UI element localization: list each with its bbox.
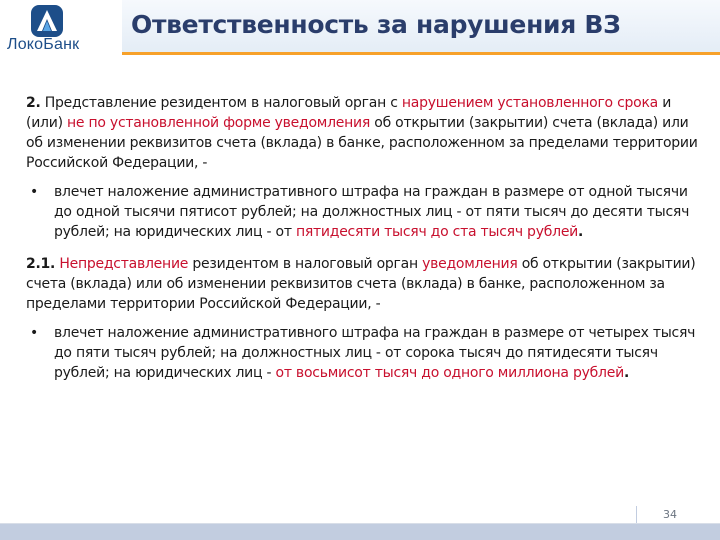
bank-logo	[0, 0, 105, 60]
logo-text: ЛокоБанк	[7, 36, 80, 53]
footer-bar	[0, 524, 720, 540]
slide-body	[26, 93, 698, 383]
lokobank-logo-icon	[30, 4, 64, 38]
highlight-penalty-amount: пятидесяти тысяч до ста тысяч рублей	[295, 224, 579, 240]
highlight-notification: уведомления	[422, 256, 518, 272]
section-2-1: 2.1. Непредставление резидентом в налоговый орган уведомления об открытии (закрытии) счета (вклада) или об изменении реквизитов счета (вклада) в банке, расположенном за пределами территории Российской Федерации, -	[26, 256, 696, 312]
section-number: 2.1.	[26, 256, 56, 272]
section-number: 2.	[26, 95, 41, 111]
highlight-penalty-amount: от восьмисот тысяч до одного миллиона рублей	[275, 365, 624, 381]
penalty-item-1: • влечет наложение административного штрафа на граждан в размере от одной тысячи до одной тысячи пятисот рублей; на должностных лиц - от пяти тысяч до десяти тысяч рублей; на юридических лиц - от пятидесяти тысяч до ста тысяч рублей.	[30, 184, 690, 240]
section-2: 2. Представление резидентом в налоговый орган с нарушением установленного срока и (или) не по установленной форме уведомления об открытии (закрытии) счета (вклада) или об изменении реквизитов счета (вклада) в банке, расположенном за пределами территории Российской Федерации, -	[26, 95, 698, 171]
highlight-violation-deadline: нарушением установленного срока	[401, 95, 659, 111]
penalty-item-2: • влечет наложение административного штрафа на граждан в размере от четырех тысяч до пяти тысяч рублей; на должностных лиц - от сорока тысяч до пятидесяти тысяч рублей; на юридических лиц - от восьмисот тысяч до одного миллиона рублей.	[30, 325, 696, 381]
slide-title: Ответственность за нарушения ВЗ	[131, 10, 621, 39]
highlight-non-submission: Непредставление	[55, 256, 189, 272]
page-number: 34	[663, 508, 677, 521]
bullet-marker: •	[30, 184, 39, 200]
highlight-wrong-form: не по установленной форме уведомления	[67, 115, 371, 131]
bullet-marker: •	[30, 325, 39, 341]
